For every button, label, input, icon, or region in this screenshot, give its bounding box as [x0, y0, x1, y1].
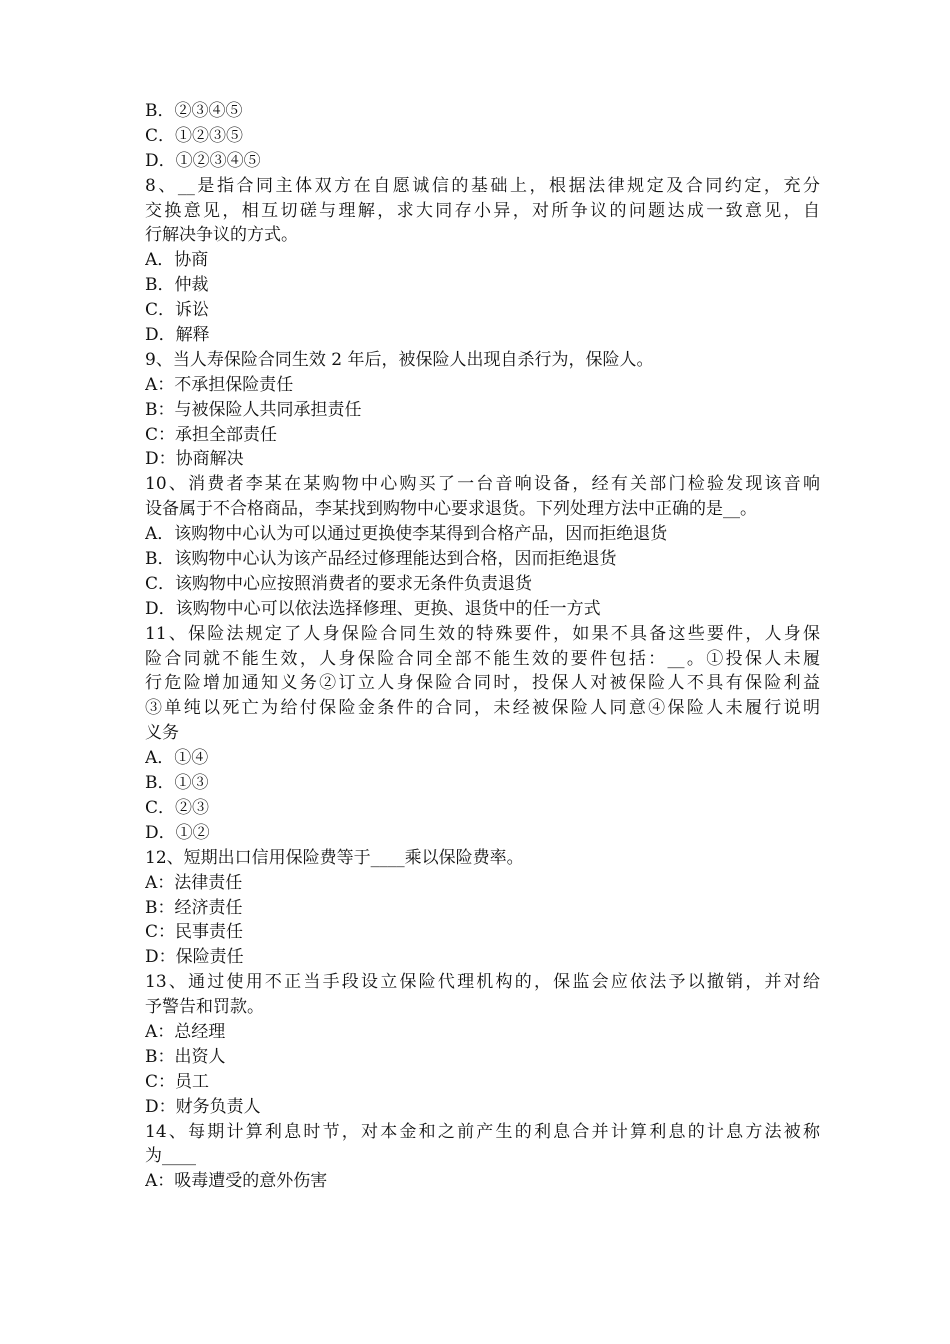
question-11-line-4: ③单纯以死亡为给付保险金条件的合同，未经被保险人同意④保险人未履行说明 [145, 698, 820, 719]
question-8-line-1: 8、__是指合同主体双方在自愿诚信的基础上，根据法律规定及合同约定，充分 [145, 175, 820, 196]
option-c-q12: C：民事责任 [145, 922, 244, 943]
question-13-line-1: 13、通过使用不正当手段设立保险代理机构的，保监会应依法予以撤销，并对给 [145, 972, 820, 993]
option-b-q10: B．该购物中心认为该产品经过修理能达到合格，因而拒绝退货 [145, 549, 617, 570]
question-8-line-3: 行解决争议的方式。 [145, 225, 298, 246]
option-a-q10: A．该购物中心认为可以通过更换使李某得到合格产品，因而拒绝退货 [145, 524, 668, 545]
question-10-line-1: 10、消费者李某在某购物中心购买了一台音响设备，经有关部门检验发现该音响 [145, 474, 820, 495]
option-b-q13: B：出资人 [145, 1046, 226, 1067]
option-d-q13: D：财务负责人 [145, 1096, 261, 1117]
option-d-q7: D．①②③④⑤ [145, 150, 261, 171]
question-14-line-1: 14、每期计算利息时节，对本金和之前产生的利息合并计算利息的计息方法被称 [145, 1121, 820, 1142]
option-d-q8: D．解释 [145, 325, 210, 346]
option-a-q8: A．协商 [145, 250, 209, 271]
question-11-line-2: 险合同就不能生效，人身保险合同全部不能生效的要件包括：__。①投保人未履 [145, 648, 820, 669]
document-page [145, 99, 820, 1194]
option-d-q12: D：保险责任 [145, 947, 244, 968]
option-b-q7: B．②③④⑤ [145, 101, 243, 121]
option-b-q11: B．①③ [145, 773, 209, 794]
option-c-q13: C：员工 [145, 1071, 210, 1092]
option-a-q9: A：不承担保险责任 [145, 374, 294, 395]
option-d-q9: D：协商解决 [145, 449, 244, 470]
option-a-q12: A：法律责任 [145, 872, 243, 893]
option-a-q11: A．①④ [145, 748, 209, 769]
option-a-q14: A：吸毒遭受的意外伤害 [145, 1171, 328, 1192]
option-d-q11: D．①② [145, 822, 210, 843]
option-c-q11: C．②③ [145, 797, 210, 818]
question-13-line-2: 予警告和罚款。 [145, 997, 264, 1018]
question-9-line-1: 9、当人寿保险合同生效 2 年后，被保险人出现自杀行为，保险人。 [145, 349, 654, 370]
option-b-q12: B：经济责任 [145, 897, 243, 918]
option-b-q9: B：与被保险人共同承担责任 [145, 399, 362, 420]
question-11-line-5: 义务 [145, 723, 179, 744]
question-8-line-2: 交换意见，相互切磋与理解，求大同存小异，对所争议的问题达成一致意见，自 [145, 200, 820, 221]
question-14-line-2: 为____ [145, 1146, 196, 1167]
question-11-line-3: 行危险增加通知义务②订立人身保险合同时，投保人对被保险人不具有保险利益 [145, 673, 820, 694]
option-d-q10: D．该购物中心可以依法选择修理、更换、退货中的任一方式 [145, 598, 601, 619]
option-c-q10: C．该购物中心应按照消费者的要求无条件负责退货 [145, 573, 533, 594]
option-a-q13: A：总经理 [145, 1021, 226, 1042]
question-10-line-2: 设备属于不合格商品，李某找到购物中心要求退货。下列处理方法中正确的是__。 [145, 499, 757, 520]
option-c-q8: C．诉讼 [145, 300, 210, 321]
option-c-q9: C：承担全部责任 [145, 424, 278, 445]
option-b-q8: B．仲裁 [145, 275, 209, 296]
option-c-q7: C．①②③⑤ [145, 125, 244, 146]
question-12-line-1: 12、短期出口信用保险费等于____乘以保险费率。 [145, 847, 524, 868]
question-11-line-1: 11、保险法规定了人身保险合同生效的特殊要件，如果不具备这些要件，人身保 [145, 623, 820, 644]
